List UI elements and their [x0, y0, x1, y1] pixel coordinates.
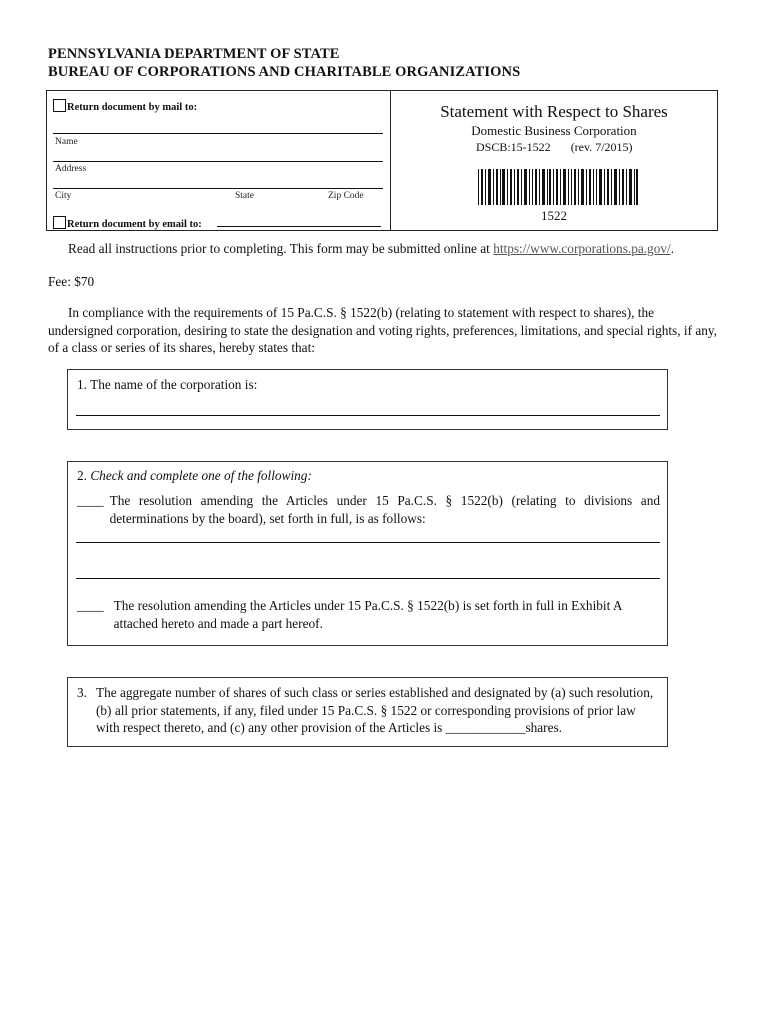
city-state-zip-field-line[interactable] [53, 188, 383, 189]
compliance-paragraph: In compliance with the requirements of 15 Pa.C.S. § 1522(b) (relating to statement with respect to shares), the undersigned corporation, desiring to state the designation and voting rights, preferences, limitations, and special rights, if any, of a class or series of its shares, hereby states that: [48, 305, 717, 355]
return-by-mail-label: Return document by mail to: [67, 102, 198, 113]
section-1-box [67, 369, 668, 430]
shares-count-blank[interactable]: ____________ [445, 720, 526, 735]
section-1-number: 1. [77, 377, 87, 392]
barcode [478, 169, 638, 205]
form-title: Statement with Respect to Shares [440, 102, 668, 121]
return-address-panel [47, 91, 391, 230]
agency-title: PENNSYLVANIA DEPARTMENT OF STATE [48, 46, 340, 62]
section-1-label: The name of the corporation is: [90, 377, 258, 392]
section-2-option-2 [77, 597, 660, 632]
bureau-title: BUREAU OF CORPORATIONS AND CHARITABLE ORGANIZATIONS [48, 64, 521, 80]
name-label: Name [55, 137, 78, 147]
return-by-email-checkbox[interactable] [53, 216, 66, 229]
section-3-box [67, 677, 668, 747]
option-2-check-blank[interactable]: ____ [77, 598, 104, 613]
city-label: City [55, 191, 72, 201]
return-by-email-label: Return document by email to: [67, 219, 202, 230]
form-revision: (rev. 7/2015) [570, 140, 633, 154]
instructions-text: Read all instructions prior to completing. This form may be submitted online at [68, 241, 494, 256]
zip-code-label: Zip Code [328, 191, 364, 201]
section-2-label: Check and complete one of the following: [90, 468, 312, 483]
section-3-content [77, 684, 660, 737]
resolution-text-line-2[interactable] [76, 578, 660, 579]
corporation-name-input[interactable] [76, 415, 660, 416]
return-by-mail-checkbox[interactable] [53, 99, 66, 112]
section-3-text: The aggregate number of shares of such class or series established and designated by (a) such resolution, (b) all prior statements, if any, filed under 15 Pa.C.S. § 1522 or corresponding provisions of prior law with respect thereto, and (c) any other provision of the Articles is [95, 685, 654, 735]
section-3-number: 3. [77, 685, 87, 700]
section-2-option-1 [77, 492, 660, 527]
address-label: Address [55, 164, 87, 174]
instructions-suffix: . [670, 241, 675, 256]
address-field-line[interactable] [53, 161, 383, 162]
form-code: DSCB:15-1522 [476, 140, 551, 154]
resolution-text-line-1[interactable] [76, 542, 660, 543]
corporations-website-link[interactable]: https://www.corporations.pa.gov/ [493, 241, 671, 256]
email-field-line[interactable] [217, 226, 381, 227]
name-field-line[interactable] [53, 133, 383, 134]
option-1-check-blank[interactable]: ____ [77, 493, 104, 508]
header-box [46, 90, 718, 231]
instructions [68, 240, 718, 258]
option-2-text: The resolution amending the Articles under 15 Pa.C.S. § 1522(b) is set forth in full in Exhibit A attached hereto and made a part hereof. [113, 598, 622, 631]
fee: Fee: $70 [48, 274, 95, 289]
form-info-panel [391, 91, 717, 230]
section-2-number: 2. [77, 468, 87, 483]
barcode-number: 1522 [541, 208, 567, 223]
option-1-text: The resolution amending the Articles under 15 Pa.C.S. § 1522(b) (relating to divisions and determinations by the board), set forth in full, is as follows: [109, 493, 660, 526]
form-subtitle: Domestic Business Corporation [471, 123, 637, 138]
section-3-suffix: shares. [525, 720, 563, 735]
section-2-box [67, 461, 668, 646]
state-label: State [235, 191, 254, 201]
